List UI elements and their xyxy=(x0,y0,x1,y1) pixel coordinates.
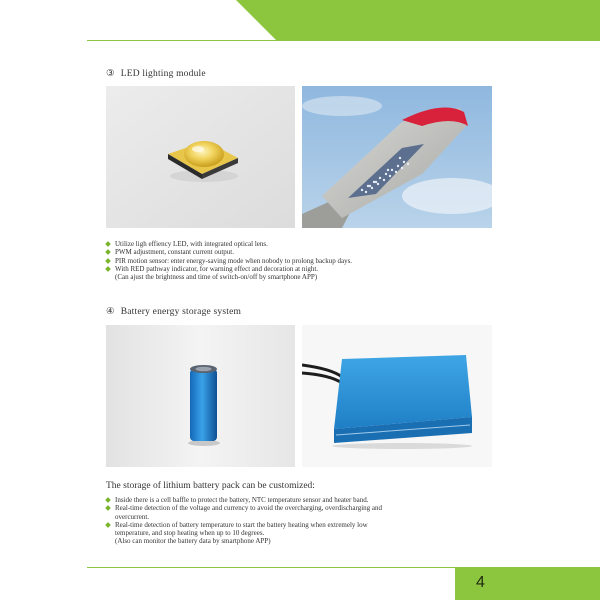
bullet-icon xyxy=(105,522,111,528)
led-chip-photo xyxy=(106,86,295,228)
page-number: 4 xyxy=(476,574,485,591)
header-rule xyxy=(87,40,600,41)
bullet-icon xyxy=(105,505,111,511)
battery-cell-photo xyxy=(106,325,295,467)
section-3-note: (Can ajust the brightness and time of switch-on/off by smartphone APP) xyxy=(115,273,318,282)
bullet-icon xyxy=(105,241,111,247)
list-item: Real-time detection of battery temperature to start the battery heating when extremely low xyxy=(106,521,382,529)
section-4-bullets xyxy=(106,496,382,546)
bullet-icon xyxy=(105,258,111,264)
section-4-note: (Also can monitor the battery data by smartphone APP) xyxy=(115,537,271,546)
section-3-title-text: LED lighting module xyxy=(120,69,206,79)
section-4-title-text: Battery energy storage system xyxy=(120,307,242,317)
section-3-number: ③ xyxy=(106,69,115,79)
list-item: Real-time detection of the voltage and currency to avoid the overcharging, overdischarging and xyxy=(106,504,382,512)
list-item: Utilize ligh effiency LED, with integrated optical lens. xyxy=(106,240,352,248)
list-item-continuation: overcurrent. xyxy=(115,512,150,521)
list-item: PIR motion sensor: enter energy-saving mode when nobody to prolong backup days. xyxy=(106,257,352,265)
list-item: With RED pathway indicator, for warning effect and decoration at night. xyxy=(106,265,352,273)
list-item: Inside there is a cell baffle to protect the battery, NTC temperature sensor and heater band. xyxy=(106,496,382,504)
list-item: PWM adjustment, constant current output. xyxy=(106,248,352,256)
bullet-icon xyxy=(105,497,111,503)
section-4-number: ④ xyxy=(106,307,115,317)
section-3-title xyxy=(106,68,206,79)
header-banner xyxy=(236,0,600,40)
section-3-bullets xyxy=(106,240,352,281)
section-4-lead: The storage of lithium battery pack can be customized: xyxy=(106,481,315,491)
battery-pack-photo xyxy=(302,325,492,467)
section-4-title xyxy=(106,306,241,317)
bullet-icon xyxy=(105,266,111,272)
bullet-icon xyxy=(105,249,111,255)
list-item-continuation: temperature, and stop heating when up to 10 degrees. xyxy=(115,529,265,538)
street-lamp-photo xyxy=(302,86,492,228)
